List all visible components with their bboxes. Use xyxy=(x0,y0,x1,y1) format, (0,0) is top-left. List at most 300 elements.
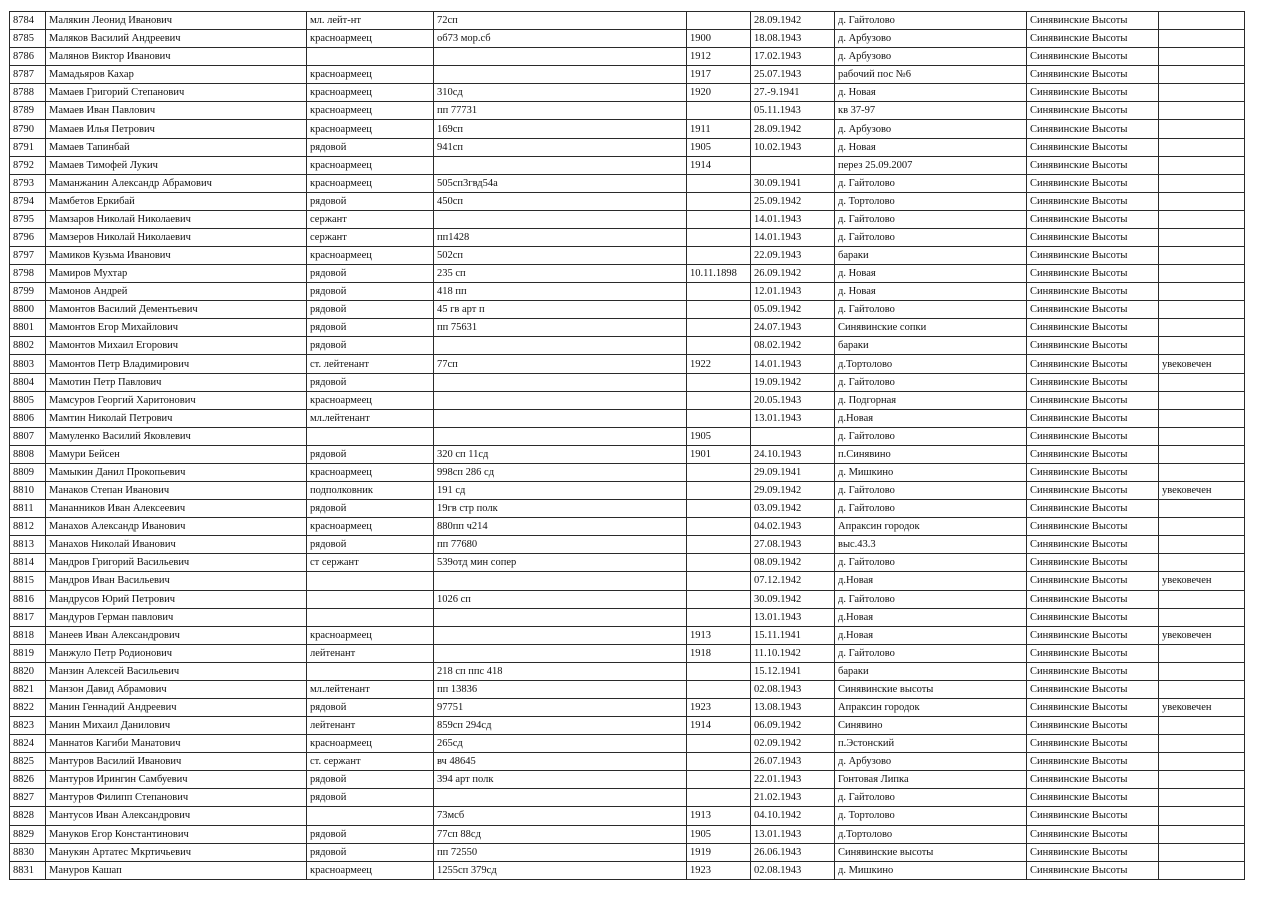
record-number-cell: 8820 xyxy=(10,662,46,680)
rank-cell: ст. лейтенант xyxy=(307,355,434,373)
memorial-note-cell xyxy=(1159,445,1245,463)
birth-year-cell xyxy=(687,608,751,626)
place-of-death-cell: д.Новая xyxy=(835,626,1027,644)
table-row xyxy=(10,445,1245,463)
birth-year-cell: 1919 xyxy=(687,843,751,861)
place-of-death-cell: д. Арбузово xyxy=(835,120,1027,138)
burial-site-cell: Синявинские Высоты xyxy=(1027,409,1159,427)
burial-site-cell: Синявинские Высоты xyxy=(1027,319,1159,337)
death-date-cell: 25.07.1943 xyxy=(751,66,835,84)
memorial-note-cell xyxy=(1159,48,1245,66)
military-unit-cell: 450сп xyxy=(434,192,687,210)
burial-site-cell: Синявинские Высоты xyxy=(1027,536,1159,554)
record-number-cell: 8813 xyxy=(10,536,46,554)
birth-year-cell: 1914 xyxy=(687,156,751,174)
table-row xyxy=(10,12,1245,30)
full-name-cell: Манахов Николай Иванович xyxy=(46,536,307,554)
record-number-cell: 8786 xyxy=(10,48,46,66)
full-name-cell: Мамбетов Еркибай xyxy=(46,192,307,210)
full-name-cell: Мамзаров Николай Николаевич xyxy=(46,210,307,228)
record-number-cell: 8810 xyxy=(10,482,46,500)
rank-cell xyxy=(307,572,434,590)
rank-cell: красноармеец xyxy=(307,626,434,644)
full-name-cell: Мамонов Андрей xyxy=(46,283,307,301)
record-number-cell: 8821 xyxy=(10,680,46,698)
burial-site-cell: Синявинские Высоты xyxy=(1027,373,1159,391)
birth-year-cell xyxy=(687,680,751,698)
full-name-cell: Мандров Григорий Васильевич xyxy=(46,554,307,572)
record-number-cell: 8793 xyxy=(10,174,46,192)
death-date-cell: 18.08.1943 xyxy=(751,30,835,48)
burial-site-cell: Синявинские Высоты xyxy=(1027,48,1159,66)
record-number-cell: 8805 xyxy=(10,391,46,409)
full-name-cell: Манзин Алексей Васильевич xyxy=(46,662,307,680)
memorial-note-cell xyxy=(1159,156,1245,174)
birth-year-cell: 1905 xyxy=(687,825,751,843)
death-date-cell: 08.02.1942 xyxy=(751,337,835,355)
birth-year-cell xyxy=(687,536,751,554)
full-name-cell: Манукян Артатес Мкртичьевич xyxy=(46,843,307,861)
birth-year-cell xyxy=(687,391,751,409)
table-row xyxy=(10,590,1245,608)
place-of-death-cell: д.Новая xyxy=(835,608,1027,626)
rank-cell: рядовой xyxy=(307,771,434,789)
burial-site-cell: Синявинские Высоты xyxy=(1027,337,1159,355)
death-date-cell: 27.08.1943 xyxy=(751,536,835,554)
full-name-cell: Манзон Давид Абрамович xyxy=(46,680,307,698)
military-unit-cell xyxy=(434,156,687,174)
memorial-note-cell xyxy=(1159,12,1245,30)
death-date-cell: 08.09.1942 xyxy=(751,554,835,572)
death-date-cell: 05.09.1942 xyxy=(751,301,835,319)
military-unit-cell: 310сд xyxy=(434,84,687,102)
death-date-cell: 24.10.1943 xyxy=(751,445,835,463)
full-name-cell: Мамиров Мухтар xyxy=(46,265,307,283)
table-row xyxy=(10,626,1245,644)
rank-cell: рядовой xyxy=(307,789,434,807)
birth-year-cell xyxy=(687,771,751,789)
place-of-death-cell: перез 25.09.2007 xyxy=(835,156,1027,174)
death-date-cell: 14.01.1943 xyxy=(751,228,835,246)
place-of-death-cell: д. Арбузово xyxy=(835,30,1027,48)
birth-year-cell: 1912 xyxy=(687,48,751,66)
table-row xyxy=(10,771,1245,789)
military-unit-cell: пп 77680 xyxy=(434,536,687,554)
death-date-cell: 24.07.1943 xyxy=(751,319,835,337)
rank-cell: рядовой xyxy=(307,825,434,843)
full-name-cell: Мамаев Тапинбай xyxy=(46,138,307,156)
death-date-cell: 28.09.1942 xyxy=(751,120,835,138)
birth-year-cell: 1923 xyxy=(687,861,751,879)
military-unit-cell xyxy=(434,789,687,807)
record-number-cell: 8816 xyxy=(10,590,46,608)
memorial-note-cell xyxy=(1159,174,1245,192)
place-of-death-cell: д. Арбузово xyxy=(835,48,1027,66)
military-unit-cell: 505сп3гвд54а xyxy=(434,174,687,192)
military-unit-cell xyxy=(434,572,687,590)
military-unit-cell: 235 сп xyxy=(434,265,687,283)
military-unit-cell: 77сп 88сд xyxy=(434,825,687,843)
military-unit-cell: 72сп xyxy=(434,12,687,30)
memorial-note-cell xyxy=(1159,319,1245,337)
full-name-cell: Мантуров Василий Иванович xyxy=(46,753,307,771)
military-unit-cell: пп 13836 xyxy=(434,680,687,698)
burial-site-cell: Синявинские Высоты xyxy=(1027,391,1159,409)
rank-cell: рядовой xyxy=(307,500,434,518)
record-number-cell: 8798 xyxy=(10,265,46,283)
memorial-note-cell xyxy=(1159,662,1245,680)
memorial-note-cell xyxy=(1159,590,1245,608)
death-date-cell: 15.12.1941 xyxy=(751,662,835,680)
memorial-note-cell xyxy=(1159,265,1245,283)
military-unit-cell xyxy=(434,608,687,626)
rank-cell xyxy=(307,427,434,445)
record-number-cell: 8818 xyxy=(10,626,46,644)
table-row xyxy=(10,500,1245,518)
table-row xyxy=(10,120,1245,138)
military-unit-cell: 1026 сп xyxy=(434,590,687,608)
table-row xyxy=(10,789,1245,807)
burial-site-cell: Синявинские Высоты xyxy=(1027,680,1159,698)
death-date-cell: 13.01.1943 xyxy=(751,825,835,843)
memorial-note-cell xyxy=(1159,717,1245,735)
table-row xyxy=(10,48,1245,66)
burial-site-cell: Синявинские Высоты xyxy=(1027,84,1159,102)
military-unit-cell: вч 48645 xyxy=(434,753,687,771)
burial-site-cell: Синявинские Высоты xyxy=(1027,102,1159,120)
military-unit-cell: об73 мор.сб xyxy=(434,30,687,48)
table-row xyxy=(10,753,1245,771)
military-unit-cell: 880пп ч214 xyxy=(434,518,687,536)
memorial-note-cell xyxy=(1159,680,1245,698)
place-of-death-cell: д. Новая xyxy=(835,265,1027,283)
place-of-death-cell: д. Подгорная xyxy=(835,391,1027,409)
burial-site-cell: Синявинские Высоты xyxy=(1027,482,1159,500)
rank-cell: сержант xyxy=(307,210,434,228)
military-unit-cell: 418 пп xyxy=(434,283,687,301)
table-row xyxy=(10,463,1245,481)
place-of-death-cell: Гонтовая Липка xyxy=(835,771,1027,789)
place-of-death-cell: д. Гайтолово xyxy=(835,427,1027,445)
rank-cell: красноармеец xyxy=(307,102,434,120)
place-of-death-cell: д.Новая xyxy=(835,409,1027,427)
place-of-death-cell: бараки xyxy=(835,662,1027,680)
birth-year-cell: 10.11.1898 xyxy=(687,265,751,283)
military-unit-cell xyxy=(434,626,687,644)
rank-cell: красноармеец xyxy=(307,247,434,265)
death-date-cell: 19.09.1942 xyxy=(751,373,835,391)
rank-cell: красноармеец xyxy=(307,391,434,409)
place-of-death-cell: рабочий пос №6 xyxy=(835,66,1027,84)
military-unit-cell: 859сп 294сд xyxy=(434,717,687,735)
burial-site-cell: Синявинские Высоты xyxy=(1027,228,1159,246)
death-date-cell: 06.09.1942 xyxy=(751,717,835,735)
burial-site-cell: Синявинские Высоты xyxy=(1027,518,1159,536)
place-of-death-cell: бараки xyxy=(835,337,1027,355)
table-row xyxy=(10,174,1245,192)
military-unit-cell: 73мсб xyxy=(434,807,687,825)
table-row xyxy=(10,84,1245,102)
birth-year-cell xyxy=(687,319,751,337)
full-name-cell: Мамаев Григорий Степанович xyxy=(46,84,307,102)
memorial-note-cell xyxy=(1159,391,1245,409)
burial-site-cell: Синявинские Высоты xyxy=(1027,174,1159,192)
memorial-note-cell xyxy=(1159,427,1245,445)
place-of-death-cell: д.Тортолово xyxy=(835,825,1027,843)
table-row xyxy=(10,536,1245,554)
birth-year-cell xyxy=(687,301,751,319)
death-date-cell: 02.08.1943 xyxy=(751,861,835,879)
table-row xyxy=(10,518,1245,536)
rank-cell: красноармеец xyxy=(307,518,434,536)
place-of-death-cell: д. Гайтолово xyxy=(835,12,1027,30)
place-of-death-cell: Синявино xyxy=(835,717,1027,735)
place-of-death-cell: Синявинские высоты xyxy=(835,843,1027,861)
table-row xyxy=(10,825,1245,843)
place-of-death-cell: д. Гайтолово xyxy=(835,373,1027,391)
memorial-note-cell xyxy=(1159,337,1245,355)
record-number-cell: 8802 xyxy=(10,337,46,355)
rank-cell xyxy=(307,662,434,680)
full-name-cell: Мандрусов Юрий Петрович xyxy=(46,590,307,608)
rank-cell: мл. лейт-нт xyxy=(307,12,434,30)
rank-cell: рядовой xyxy=(307,698,434,716)
burial-site-cell: Синявинские Высоты xyxy=(1027,825,1159,843)
table-row xyxy=(10,138,1245,156)
memorial-note-cell xyxy=(1159,192,1245,210)
memorial-note-cell xyxy=(1159,608,1245,626)
rank-cell xyxy=(307,807,434,825)
full-name-cell: Мамтин Николай Петрович xyxy=(46,409,307,427)
burial-site-cell: Синявинские Высоты xyxy=(1027,12,1159,30)
memorial-note-cell xyxy=(1159,102,1245,120)
memorial-note-cell xyxy=(1159,409,1245,427)
rank-cell: красноармеец xyxy=(307,84,434,102)
place-of-death-cell: кв 37-97 xyxy=(835,102,1027,120)
military-unit-cell xyxy=(434,210,687,228)
record-number-cell: 8809 xyxy=(10,463,46,481)
military-unit-cell: 19гв стр полк xyxy=(434,500,687,518)
memorial-note-cell xyxy=(1159,771,1245,789)
military-unit-cell: 998сп 286 сд xyxy=(434,463,687,481)
full-name-cell: Мамонтов Михаил Егорович xyxy=(46,337,307,355)
place-of-death-cell: п.Эстонский xyxy=(835,735,1027,753)
record-number-cell: 8831 xyxy=(10,861,46,879)
rank-cell: сержант xyxy=(307,228,434,246)
burial-site-cell: Синявинские Высоты xyxy=(1027,427,1159,445)
table-row xyxy=(10,735,1245,753)
death-date-cell xyxy=(751,156,835,174)
table-row xyxy=(10,192,1245,210)
burial-site-cell: Синявинские Высоты xyxy=(1027,355,1159,373)
death-date-cell: 10.02.1943 xyxy=(751,138,835,156)
table-row xyxy=(10,30,1245,48)
memorial-note-cell xyxy=(1159,283,1245,301)
place-of-death-cell: д. Гайтолово xyxy=(835,301,1027,319)
place-of-death-cell: д. Гайтолово xyxy=(835,228,1027,246)
memorial-note-cell xyxy=(1159,500,1245,518)
place-of-death-cell: д. Гайтолово xyxy=(835,482,1027,500)
full-name-cell: Мамсуров Георгий Харитонович xyxy=(46,391,307,409)
birth-year-cell xyxy=(687,662,751,680)
memorial-note-cell: увековечен xyxy=(1159,698,1245,716)
register-body xyxy=(10,12,1245,880)
record-number-cell: 8812 xyxy=(10,518,46,536)
rank-cell: ст сержант xyxy=(307,554,434,572)
military-unit-cell xyxy=(434,337,687,355)
full-name-cell: Мамонтов Егор Михайлович xyxy=(46,319,307,337)
rank-cell: мл.лейтенант xyxy=(307,680,434,698)
place-of-death-cell: д. Гайтолово xyxy=(835,644,1027,662)
death-date-cell: 22.09.1943 xyxy=(751,247,835,265)
military-unit-cell: 77сп xyxy=(434,355,687,373)
death-date-cell: 13.01.1943 xyxy=(751,409,835,427)
memorial-note-cell xyxy=(1159,210,1245,228)
military-unit-cell: 941сп xyxy=(434,138,687,156)
birth-year-cell xyxy=(687,12,751,30)
table-row xyxy=(10,283,1245,301)
full-name-cell: Мантусов Иван Александрович xyxy=(46,807,307,825)
full-name-cell: Мандуров Герман павлович xyxy=(46,608,307,626)
record-number-cell: 8826 xyxy=(10,771,46,789)
rank-cell: красноармеец xyxy=(307,66,434,84)
death-date-cell: 05.11.1943 xyxy=(751,102,835,120)
place-of-death-cell: д. Арбузово xyxy=(835,753,1027,771)
memorial-note-cell xyxy=(1159,463,1245,481)
place-of-death-cell: д. Тортолово xyxy=(835,807,1027,825)
memorial-note-cell xyxy=(1159,843,1245,861)
birth-year-cell xyxy=(687,590,751,608)
place-of-death-cell: бараки xyxy=(835,247,1027,265)
memorial-note-cell xyxy=(1159,120,1245,138)
full-name-cell: Мантуров Ирингин Самбуевич xyxy=(46,771,307,789)
table-row xyxy=(10,717,1245,735)
military-unit-cell: 1255сп 379сд xyxy=(434,861,687,879)
rank-cell: красноармеец xyxy=(307,30,434,48)
memorial-note-cell xyxy=(1159,807,1245,825)
death-date-cell: 02.09.1942 xyxy=(751,735,835,753)
death-date-cell: 03.09.1942 xyxy=(751,500,835,518)
military-unit-cell: 394 арт полк xyxy=(434,771,687,789)
record-number-cell: 8785 xyxy=(10,30,46,48)
table-row xyxy=(10,391,1245,409)
full-name-cell: Мамзеров Николай Николаевич xyxy=(46,228,307,246)
birth-year-cell: 1905 xyxy=(687,138,751,156)
record-number-cell: 8784 xyxy=(10,12,46,30)
memorial-note-cell xyxy=(1159,228,1245,246)
rank-cell: рядовой xyxy=(307,283,434,301)
birth-year-cell xyxy=(687,192,751,210)
record-number-cell: 8787 xyxy=(10,66,46,84)
rank-cell: мл.лейтенант xyxy=(307,409,434,427)
burial-site-cell: Синявинские Высоты xyxy=(1027,662,1159,680)
full-name-cell: Малянов Виктор Иванович xyxy=(46,48,307,66)
memorial-note-cell xyxy=(1159,554,1245,572)
memorial-note-cell: увековечен xyxy=(1159,482,1245,500)
rank-cell: лейтенант xyxy=(307,644,434,662)
record-number-cell: 8796 xyxy=(10,228,46,246)
birth-year-cell: 1923 xyxy=(687,698,751,716)
birth-year-cell: 1913 xyxy=(687,626,751,644)
record-number-cell: 8819 xyxy=(10,644,46,662)
record-number-cell: 8824 xyxy=(10,735,46,753)
record-number-cell: 8804 xyxy=(10,373,46,391)
table-row xyxy=(10,572,1245,590)
military-unit-cell: 169сп xyxy=(434,120,687,138)
place-of-death-cell: Апраксин городок xyxy=(835,698,1027,716)
death-date-cell: 27.-9.1941 xyxy=(751,84,835,102)
burial-site-cell: Синявинские Высоты xyxy=(1027,156,1159,174)
full-name-cell: Мануков Егор Константинович xyxy=(46,825,307,843)
rank-cell: рядовой xyxy=(307,138,434,156)
full-name-cell: Малякин Леонид Иванович xyxy=(46,12,307,30)
death-date-cell: 14.01.1943 xyxy=(751,210,835,228)
burial-site-cell: Синявинские Высоты xyxy=(1027,753,1159,771)
full-name-cell: Маляков Василий Андреевич xyxy=(46,30,307,48)
table-row xyxy=(10,102,1245,120)
burial-site-cell: Синявинские Высоты xyxy=(1027,807,1159,825)
death-date-cell: 14.01.1943 xyxy=(751,355,835,373)
memorial-note-cell xyxy=(1159,247,1245,265)
burial-site-cell: Синявинские Высоты xyxy=(1027,283,1159,301)
memorial-note-cell xyxy=(1159,644,1245,662)
birth-year-cell xyxy=(687,735,751,753)
birth-year-cell: 1911 xyxy=(687,120,751,138)
table-row xyxy=(10,698,1245,716)
burial-site-cell: Синявинские Высоты xyxy=(1027,265,1159,283)
full-name-cell: Маманжанин Александр Абрамович xyxy=(46,174,307,192)
military-unit-cell: пп 75631 xyxy=(434,319,687,337)
burial-site-cell: Синявинские Высоты xyxy=(1027,500,1159,518)
memorial-note-cell: увековечен xyxy=(1159,355,1245,373)
burial-site-cell: Синявинские Высоты xyxy=(1027,717,1159,735)
rank-cell: красноармеец xyxy=(307,156,434,174)
birth-year-cell xyxy=(687,572,751,590)
place-of-death-cell: д. Тортолово xyxy=(835,192,1027,210)
memorial-note-cell xyxy=(1159,301,1245,319)
full-name-cell: Мамыкин Данил Прокопьевич xyxy=(46,463,307,481)
rank-cell: лейтенант xyxy=(307,717,434,735)
rank-cell: рядовой xyxy=(307,301,434,319)
birth-year-cell xyxy=(687,102,751,120)
burial-site-cell: Синявинские Высоты xyxy=(1027,445,1159,463)
record-number-cell: 8806 xyxy=(10,409,46,427)
death-date-cell: 04.02.1943 xyxy=(751,518,835,536)
rank-cell: рядовой xyxy=(307,319,434,337)
birth-year-cell: 1918 xyxy=(687,644,751,662)
military-unit-cell xyxy=(434,644,687,662)
death-date-cell: 17.02.1943 xyxy=(751,48,835,66)
death-date-cell: 29.09.1942 xyxy=(751,482,835,500)
death-date-cell: 22.01.1943 xyxy=(751,771,835,789)
table-row xyxy=(10,644,1245,662)
military-unit-cell: пп 72550 xyxy=(434,843,687,861)
table-row xyxy=(10,662,1245,680)
record-number-cell: 8800 xyxy=(10,301,46,319)
table-row xyxy=(10,301,1245,319)
place-of-death-cell: Синявинские высоты xyxy=(835,680,1027,698)
burial-site-cell: Синявинские Высоты xyxy=(1027,771,1159,789)
rank-cell: подполковник xyxy=(307,482,434,500)
military-unit-cell: 539отд мин сопер xyxy=(434,554,687,572)
table-row xyxy=(10,210,1245,228)
birth-year-cell xyxy=(687,228,751,246)
record-number-cell: 8792 xyxy=(10,156,46,174)
death-date-cell: 26.07.1943 xyxy=(751,753,835,771)
memorial-note-cell xyxy=(1159,753,1245,771)
burial-site-cell: Синявинские Высоты xyxy=(1027,554,1159,572)
table-row xyxy=(10,608,1245,626)
